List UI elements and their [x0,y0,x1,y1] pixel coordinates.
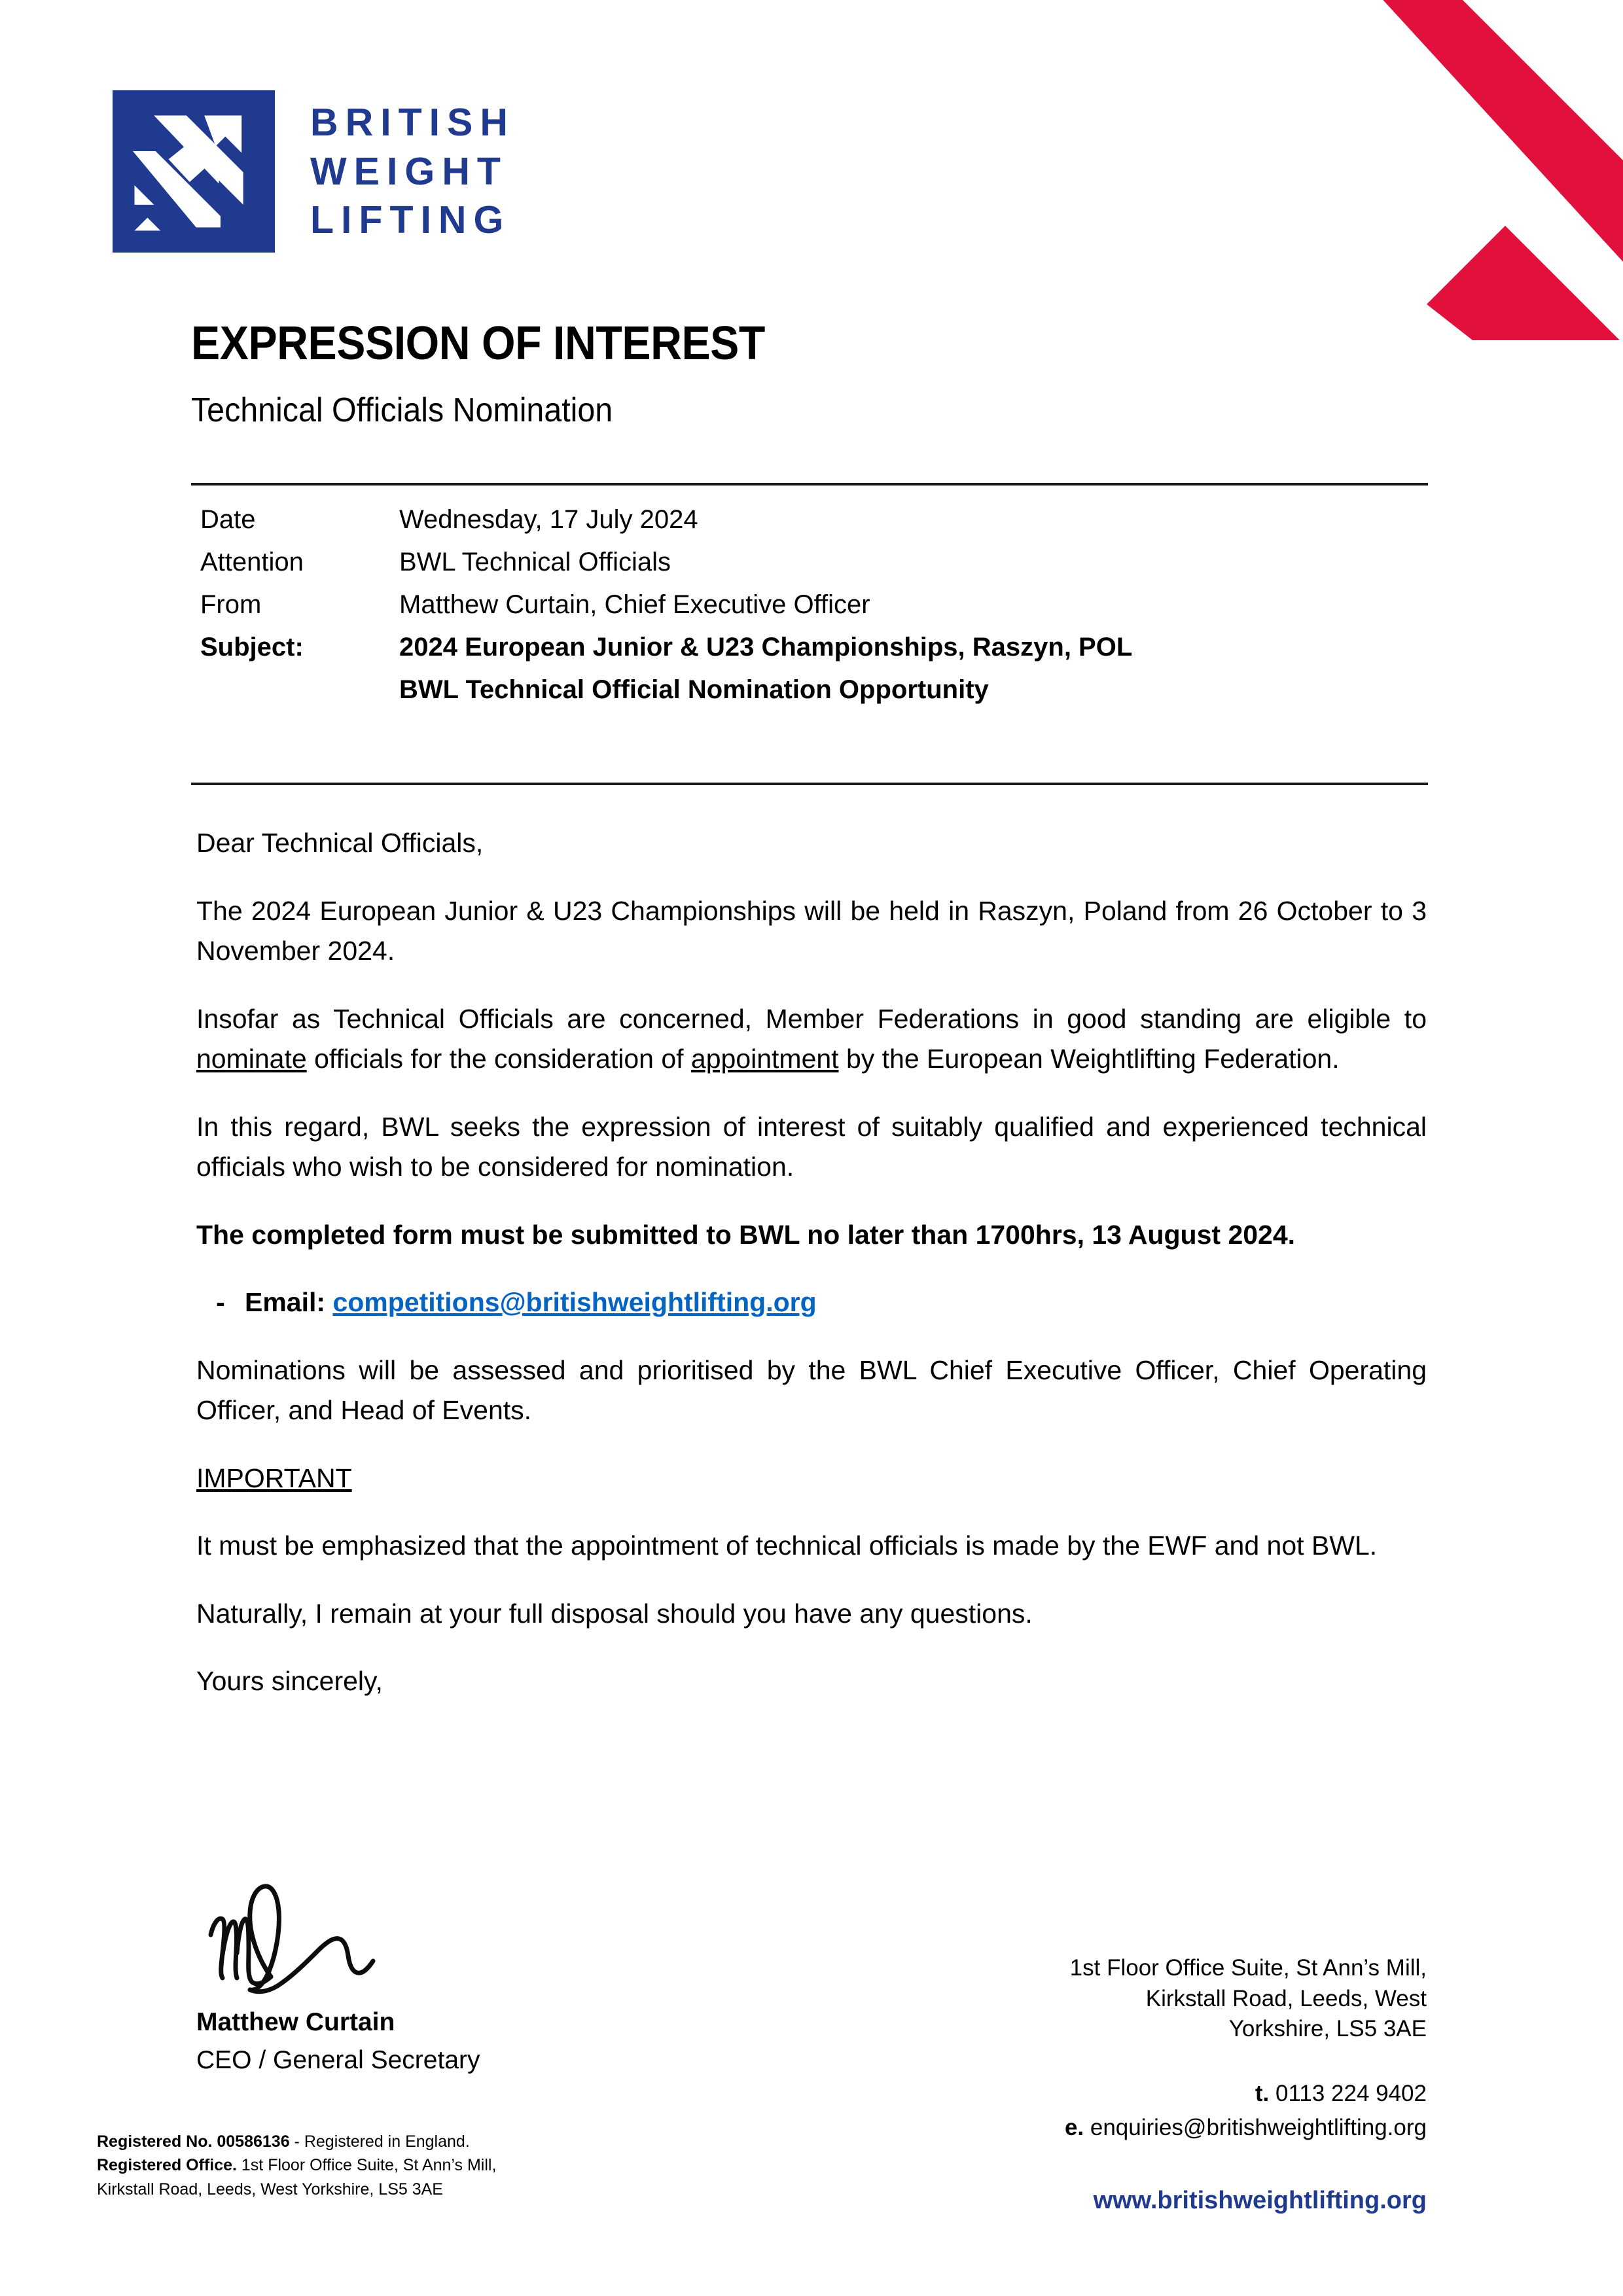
telephone-label: t. [1255,2080,1270,2106]
meta-value-attention-line: BWL Technical Officials [399,548,671,576]
meta-label-subject: Subject: [200,633,304,662]
meta-value-subject-line-2: BWL Technical Official Nomination Opportunity [399,675,989,704]
important-heading: IMPORTANT [196,1462,352,1493]
divider-bottom [191,783,1428,785]
paragraph-eligibility [196,999,1427,1080]
paragraph-important: It must be emphasized that the appointment of technical officials is made by the EWF and not BWL. [196,1530,1378,1561]
contact-details [955,1953,1427,2217]
wordmark-line-3: LIFTING [310,198,511,242]
bullet-dash-icon: - [216,1287,225,1317]
meta-row-from [200,592,1424,618]
email-label: Email: [245,1287,333,1317]
emphasis-appointment: appointment [690,1044,839,1074]
page-subtitle: Technical Officials Nomination [191,391,613,429]
meta-value-date [399,506,1424,533]
closing-line: Yours sincerely, [196,1666,383,1696]
meta-value-date-line: Wednesday, 17 July 2024 [399,505,698,534]
meta-label-from: From [200,590,262,619]
meta-label-date: Date [200,505,256,534]
registration-number-rest: - Registered in England. [289,2132,470,2151]
signatory-name: Matthew Curtain [196,2008,395,2036]
wordmark-line-2: WEIGHT [310,149,508,193]
address-line-3: Yorkshire, LS5 3AE [1228,2016,1427,2042]
meta-row-subject [200,634,1424,703]
paragraph-seeks-interest: In this regard, BWL seeks the expression of interest of suitably qualified and experienced technical officials who wish to be considered for nomination. [196,1111,1427,1182]
email-link[interactable]: competitions@britishweightlifting.org [332,1287,817,1317]
meta-value-subject-line-1: 2024 European Junior & U23 Championships, Raszyn, POL [399,633,1133,662]
paragraph-deadline: The completed form must be submitted to BWL no later than 1700hrs, 13 August 2024. [196,1219,1296,1250]
email-prefix-label: e. [1064,2115,1084,2141]
meta-value-subject [399,634,1424,703]
telephone-value: 0113 224 9402 [1269,2080,1427,2106]
website-link[interactable]: www.britishweightlifting.org [1093,2186,1427,2214]
registration-number-label: Registered No. 00586136 [97,2132,290,2151]
meta-value-from-line: Matthew Curtain, Chief Executive Officer [399,590,870,619]
meta-row-attention [200,549,1424,575]
paragraph-disposal: Naturally, I remain at your full disposal should you have any questions. [196,1598,1033,1629]
letter-meta-table [200,506,1424,703]
address-line-2: Kirkstall Road, Leeds, West [1145,1985,1427,2011]
eligibility-text-c: by the European Weightlifting Federation. [838,1044,1340,1074]
bwl-logo-mark-icon [113,90,275,253]
letter-body [196,823,1427,1702]
address-line-1: 1st Floor Office Suite, St Ann’s Mill, [1069,1955,1427,1981]
email-line [955,2113,1427,2144]
brand-wordmark [310,98,515,245]
telephone-line [955,2079,1427,2110]
enquiries-email-value[interactable]: enquiries@britishweightlifting.org [1084,2115,1427,2141]
brand-logo [113,90,515,253]
registration-footer [97,2130,496,2201]
registered-office-rest: 1st Floor Office Suite, St Ann’s Mill, [236,2156,497,2175]
paragraph-assessment: Nominations will be assessed and prioritised by the BWL Chief Executive Officer, Chief Operating Officer, and Head of Events. [196,1354,1427,1425]
signatory-role: CEO / General Secretary [196,2046,480,2074]
bullet-email-content [245,1282,1427,1323]
divider-top [191,483,1428,486]
registered-office-label: Registered Office. [97,2156,237,2175]
salutation: Dear Technical Officials, [196,828,484,858]
red-corner-graphic [1309,0,1623,340]
meta-row-date [200,506,1424,533]
eligibility-text-b: officials for the consideration of [306,1044,691,1074]
office-address [955,1953,1427,2045]
eligibility-text-a: Insofar as Technical Officials are concerned, Member Federations in good standing are eligible to [196,1003,1427,1034]
meta-label-attention: Attention [200,548,304,576]
registered-office-line-2: Kirkstall Road, Leeds, West Yorkshire, LS5 3AE [97,2180,443,2199]
registered-office-line-1 [97,2153,496,2177]
signature-block [196,1881,785,2075]
registration-number-line [97,2130,496,2153]
paragraph-dates: The 2024 European Junior & U23 Championships will be held in Raszyn, Poland from 26 October to 3 November 2024. [196,895,1427,966]
handwritten-signature-icon [203,1881,478,2005]
meta-value-attention [399,549,1424,575]
emphasis-nominate: nominate [196,1044,307,1074]
wordmark-line-1: BRITISH [310,100,515,144]
page-title: EXPRESSION OF INTEREST [191,317,765,370]
red-diagonal-bars-icon [1309,0,1623,340]
meta-value-from [399,592,1424,618]
list-item-email [196,1282,1427,1323]
